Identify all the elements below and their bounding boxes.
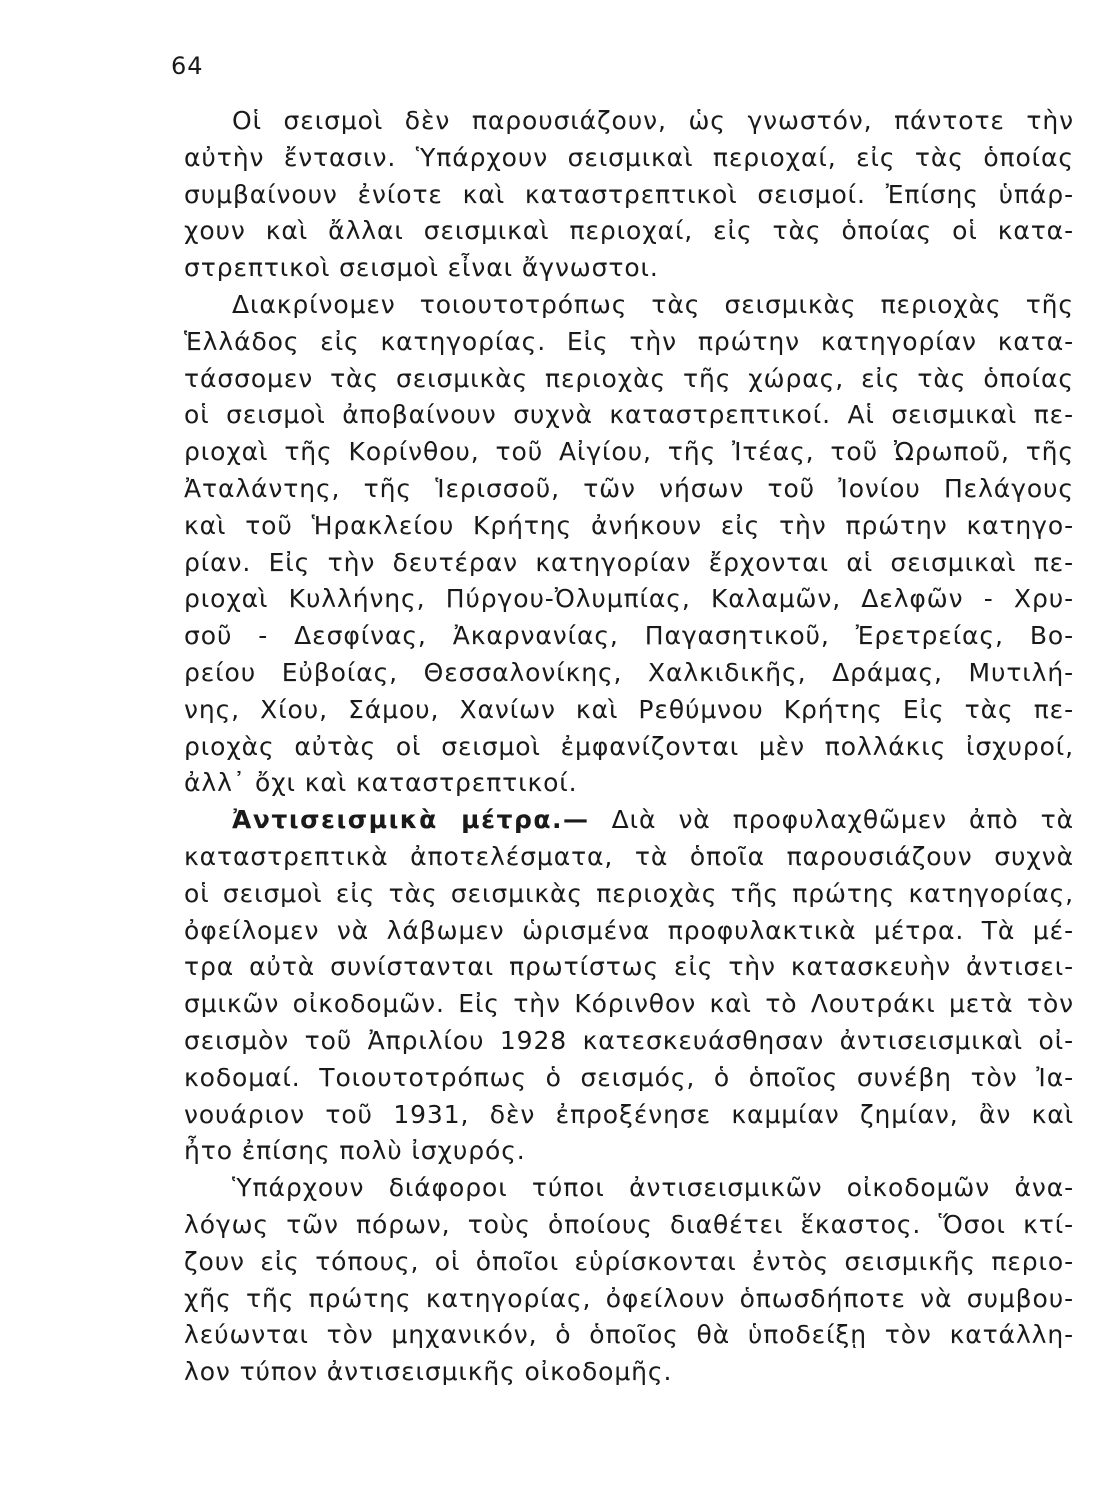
- paragraph-3: [184, 802, 1074, 1170]
- text-line: αὐτὴν ἔντασιν. Ὑπάρχουν σεισμικαὶ περιοχαί, εἰς τὰς ὁποίας: [184, 142, 1074, 172]
- text-line: χουν καὶ ἄλλαι σεισμικαὶ περιοχαί, εἰς τὰς ὁποίας οἱ κατα-: [184, 216, 1074, 246]
- text-line: λεύωνται τὸν μηχανικόν, ὁ ὁποῖος θὰ ὑποδείξῃ τὸν κατάλλη-: [184, 1320, 1074, 1350]
- text-line: σοῦ - Δεσφίνας, Ἀκαρνανίας, Παγασητικοῦ, Ἐρετρείας, Βο-: [184, 621, 1074, 651]
- text-line: ρίαν. Εἰς τὴν δευτέραν κατηγορίαν ἔρχονται αἱ σεισμικαὶ πε-: [184, 547, 1074, 577]
- text-line: σεισμὸν τοῦ Ἀπριλίου 1928 κατεσκευάσθησαν ἀντισεισμικαὶ οἰ-: [184, 1025, 1074, 1055]
- text-line: καταστρεπτικὰ ἀποτελέσματα, τὰ ὁποῖα παρουσιάζουν συχνὰ: [184, 841, 1074, 871]
- text-line: ἦτο ἐπίσης πολὺ ἰσχυρός.: [184, 1136, 526, 1166]
- text-line: ὀφείλομεν νὰ λάβωμεν ὡρισμένα προφυλακτικὰ μέτρα. Τὰ μέ-: [184, 915, 1074, 945]
- text-line: ριοχαὶ Κυλλήνης, Πύργου-Ὀλυμπίας, Καλαμῶν, Δελφῶν - Χρυ-: [184, 584, 1074, 614]
- text-line: λον τύπον ἀντισεισμικῆς οἰκοδομῆς.: [184, 1357, 673, 1387]
- text-line: ριοχαὶ τῆς Κορίνθου, τοῦ Αἰγίου, τῆς Ἰτέας, τοῦ Ὠρωποῦ, τῆς: [184, 437, 1074, 467]
- text-line: ριοχὰς αὐτὰς οἱ σεισμοὶ ἐμφανίζονται μὲν πολλάκις ἰσχυροί,: [184, 731, 1074, 761]
- text-line: σμικῶν οἰκοδομῶν. Εἰς τὴν Κόρινθον καὶ τὸ Λουτράκι μετὰ τὸν: [184, 989, 1074, 1019]
- text-line: τρα αὐτὰ συνίστανται πρωτίστως εἰς τὴν κατασκευὴν ἀντισει-: [184, 952, 1074, 982]
- document-body: [184, 103, 1074, 1391]
- heading-line-rest: Διὰ νὰ προφυλαχθῶμεν ἀπὸ τὰ: [589, 805, 1074, 835]
- text-line: ἀλλ᾽ ὄχι καὶ καταστρεπτικοί.: [184, 768, 578, 798]
- text-line: συμβαίνουν ἐνίοτε καὶ καταστρεπτικοὶ σεισμοί. Ἐπίσης ὑπάρ-: [184, 179, 1074, 209]
- paragraph-1: [184, 103, 1074, 287]
- text-line: οἱ σεισμοὶ ἀποβαίνουν συχνὰ καταστρεπτικοί. Αἱ σεισμικαὶ πε-: [184, 400, 1074, 430]
- text-line: κοδομαί. Τοιουτοτρόπως ὁ σεισμός, ὁ ὁποῖος συνέβη τὸν Ἰα-: [184, 1062, 1074, 1092]
- text-line: στρεπτικοὶ σεισμοὶ εἶναι ἄγνωστοι.: [184, 253, 659, 283]
- text-line: Ἀταλάντης, τῆς Ἱερισσοῦ, τῶν νήσων τοῦ Ἰονίου Πελάγους: [184, 473, 1074, 503]
- section-heading: Ἀντισεισμικὰ μέτρα.—: [232, 805, 590, 835]
- paragraph-4: [184, 1170, 1074, 1391]
- paragraph-2: [184, 287, 1074, 802]
- text-line: νης, Χίου, Σάμου, Χανίων καὶ Ρεθύμνου Κρήτης Εἰς τὰς πε-: [184, 694, 1074, 724]
- text-line: Διακρίνομεν τοιουτοτρόπως τὰς σεισμικὰς περιοχὰς τῆς: [232, 289, 1074, 319]
- text-line: Οἱ σεισμοὶ δὲν παρουσιάζουν, ὡς γνωστόν, πάντοτε τὴν: [232, 106, 1074, 135]
- text-line: τάσσομεν τὰς σεισμικὰς περιοχὰς τῆς χώρας, εἰς τὰς ὁποίας: [184, 363, 1074, 393]
- text-line: [184, 802, 1074, 839]
- text-line: Ὑπάρχουν διάφοροι τύποι ἀντισεισμικῶν οἰκοδομῶν ἀνα-: [232, 1173, 1074, 1203]
- text-line: χῆς τῆς πρώτης κατηγορίας, ὀφείλουν ὁπωσδήποτε νὰ συμβου-: [184, 1283, 1074, 1313]
- text-line: ζουν εἰς τόπους, οἱ ὁποῖοι εὑρίσκονται ἐντὸς σεισμικῆς περιο-: [184, 1246, 1074, 1276]
- text-line: Ἑλλάδος εἰς κατηγορίας. Εἰς τὴν πρώτην κατηγορίαν κατα-: [184, 326, 1074, 356]
- text-line: λόγως τῶν πόρων, τοὺς ὁποίους διαθέτει ἕκαστος. Ὅσοι κτί-: [184, 1209, 1074, 1239]
- text-line: καὶ τοῦ Ἡρακλείου Κρήτης ἀνήκουν εἰς τὴν πρώτην κατηγο-: [184, 510, 1074, 540]
- page-number: 64: [171, 52, 204, 80]
- text-line: ρείου Εὐβοίας, Θεσσαλονίκης, Χαλκιδικῆς, Δράμας, Μυτιλή-: [184, 657, 1074, 687]
- text-line: οἱ σεισμοὶ εἰς τὰς σεισμικὰς περιοχὰς τῆς πρώτης κατηγορίας,: [184, 878, 1074, 908]
- text-line: νουάριον τοῦ 1931, δὲν ἐπροξένησε καμμίαν ζημίαν, ἂν καὶ: [184, 1099, 1074, 1129]
